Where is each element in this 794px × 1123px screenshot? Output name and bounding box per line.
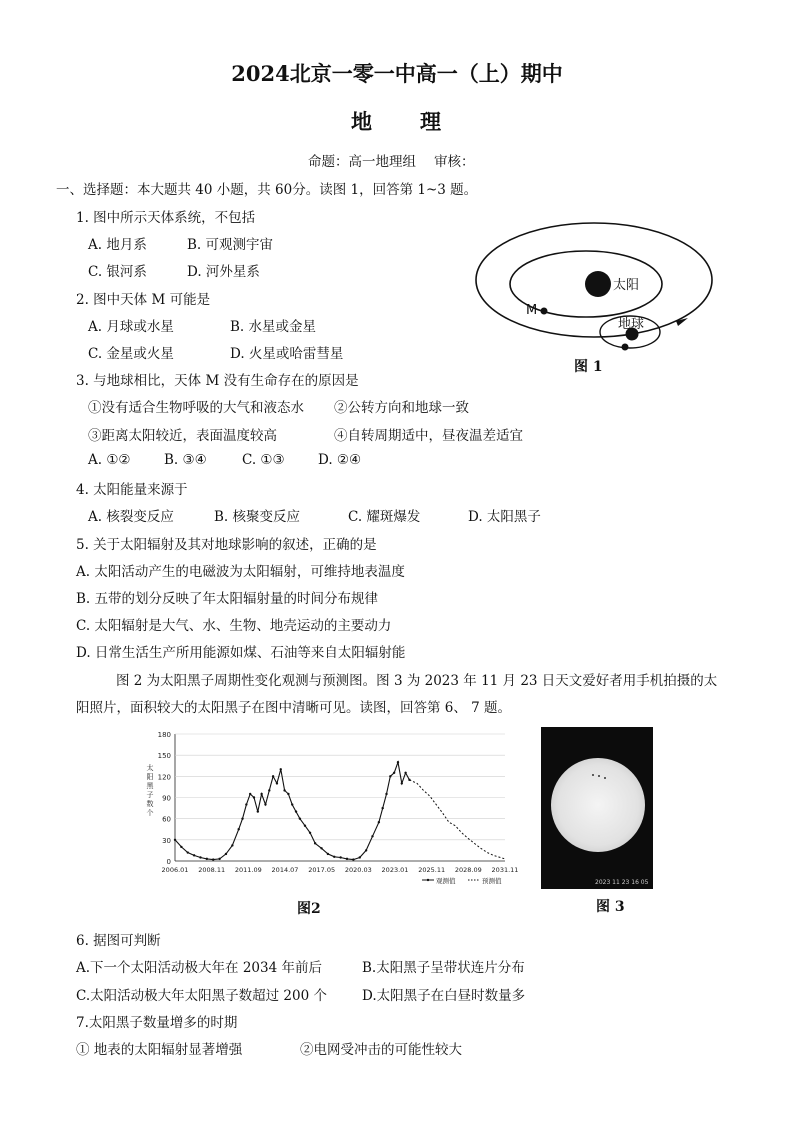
data-point	[193, 854, 195, 856]
y-tick-label: 120	[157, 773, 171, 782]
q6-option-d: D.太阳黑子在白昼时数量多	[362, 988, 526, 1004]
series-group	[174, 761, 505, 861]
y-label-char: 个	[146, 809, 154, 817]
q3-option-d: D. ②④	[318, 452, 362, 468]
series-line-predicted	[409, 780, 505, 859]
q3-statement-1: ①没有适合生物呼吸的大气和液态水	[88, 400, 304, 416]
data-point	[304, 825, 306, 827]
data-point	[199, 856, 201, 858]
q4-option-b: B. 核聚变反应	[214, 509, 301, 525]
data-point	[397, 761, 399, 763]
data-point	[180, 846, 182, 848]
sun-label: 太阳	[613, 278, 640, 293]
figure-1-solar-diagram	[470, 210, 720, 380]
q5-stem: 5. 关于太阳辐射及其对地球影响的叙述，正确的是	[76, 537, 377, 553]
x-axis	[162, 861, 519, 874]
data-point	[268, 789, 270, 791]
q5-option-c: C. 太阳辐射是大气、水、生物、地壳运动的主要动力	[76, 618, 392, 634]
data-point	[249, 793, 251, 795]
q4-option-c: C. 耀斑爆发	[348, 509, 421, 525]
data-point	[346, 858, 348, 860]
data-point	[245, 803, 247, 805]
orbit-arrow-icon	[676, 318, 688, 326]
q3-option-c: C. ①③	[242, 452, 285, 468]
data-point	[283, 789, 285, 791]
figure-1-caption: 图 1	[574, 359, 603, 375]
data-point	[280, 768, 282, 770]
legend-observed-marker	[427, 879, 429, 881]
data-point	[404, 772, 406, 774]
x-tick-label: 2020.03	[344, 866, 372, 874]
sunspot-icon	[604, 777, 606, 779]
data-point	[276, 782, 278, 784]
y-axis-label	[147, 763, 155, 817]
y-tick-label: 180	[157, 731, 171, 739]
data-point	[327, 853, 329, 855]
sunspot-icon	[592, 774, 594, 776]
reviewer-label: 审核：	[434, 154, 475, 170]
author-label: 命题：高一地理组	[308, 154, 416, 170]
exam-meta	[308, 150, 475, 170]
data-point	[238, 828, 240, 830]
q6-option-a: A.下一个太阳活动极大年在 2034 年前后	[76, 960, 322, 976]
figure-3-caption: 图 3	[596, 899, 625, 915]
x-tick-label: 2017.05	[308, 866, 336, 874]
data-point	[264, 803, 266, 805]
subject-char-1: 地	[351, 109, 374, 134]
legend-observed-label: 观测值	[436, 877, 456, 885]
q2-stem: 2. 图中天体 M 可能是	[76, 292, 211, 308]
data-point	[371, 835, 373, 837]
y-tick-label: 90	[162, 794, 171, 803]
data-point	[401, 782, 403, 784]
data-point	[218, 858, 220, 860]
q1-stem: 1. 图中所示天体系统，不包括	[76, 210, 256, 226]
y-label-char: 阳	[146, 773, 154, 781]
legend-predicted-label: 预测值	[482, 877, 502, 885]
data-point	[212, 858, 214, 860]
y-tick-label: 150	[157, 752, 171, 761]
m-label: M	[526, 303, 538, 318]
y-tick-label: 30	[162, 836, 171, 845]
m-body-icon	[541, 308, 548, 315]
data-point	[339, 856, 341, 858]
sun-disk	[551, 758, 645, 852]
passage-line-2: 阳照片，面积较大的太阳黑子在图中清晰可见。读图，回答第 6、 7 题。	[76, 700, 512, 716]
data-point	[365, 849, 367, 851]
q3-option-a: A. ①②	[88, 452, 131, 468]
data-point	[393, 772, 395, 774]
sunspot-icon	[598, 775, 600, 777]
moon-icon	[622, 344, 629, 351]
data-point	[287, 793, 289, 795]
q2-option-a: A. 月球或水星	[88, 319, 174, 335]
data-point	[260, 793, 262, 795]
q1-option-b: B. 可观测宇宙	[187, 237, 274, 253]
y-label-char: 数	[146, 800, 154, 808]
y-label-char: 子	[146, 791, 154, 799]
y-tick-label: 0	[166, 858, 171, 866]
data-point	[257, 810, 259, 812]
q5-option-b: B. 五带的划分反映了年太阳辐射量的时间分布规律	[76, 591, 379, 607]
y-label-char: 太	[146, 764, 154, 772]
q2-option-b: B. 水星或金星	[230, 319, 317, 335]
data-point	[225, 853, 227, 855]
q1-option-a: A. 地月系	[88, 237, 147, 253]
chart-legend	[422, 876, 502, 885]
x-tick-label: 2014.07	[271, 866, 299, 874]
x-tick-label: 2006.01	[161, 866, 189, 874]
data-point	[231, 844, 233, 846]
y-axis	[158, 731, 505, 866]
subject-char-2: 理	[420, 109, 443, 134]
photo-timestamp: 2023 11 23 16 05	[595, 879, 649, 886]
data-point	[272, 775, 274, 777]
data-point	[389, 775, 391, 777]
data-point	[352, 858, 354, 860]
subject-title	[0, 106, 794, 136]
x-tick-label: 2023.01	[381, 866, 409, 874]
data-point	[309, 832, 311, 834]
data-point	[385, 793, 387, 795]
q4-stem: 4. 太阳能量来源于	[76, 482, 188, 498]
data-point	[320, 847, 322, 849]
q7-statement-1: ① 地表的太阳辐射显著增强	[76, 1042, 243, 1058]
data-point	[174, 839, 176, 841]
q3-option-b: B. ③④	[164, 452, 207, 468]
earth-label: 地球	[618, 317, 645, 332]
figure-2-caption: 图2	[297, 901, 321, 917]
q3-statement-4: ④自转周期适中，昼夜温差适宜	[334, 428, 523, 444]
q6-option-b: B.太阳黑子呈带状连片分布	[362, 960, 525, 976]
q6-stem: 6. 据图可判断	[76, 933, 161, 949]
x-tick-label: 2031.11	[491, 866, 519, 874]
data-point	[299, 817, 301, 819]
q7-stem: 7.太阳黑子数量增多的时期	[76, 1015, 238, 1031]
q3-statement-3: ③距离太阳较近，表面温度较高	[88, 428, 277, 444]
q2-option-d: D. 火星或哈雷彗星	[230, 346, 344, 362]
sun-icon	[585, 271, 611, 297]
q4-option-d: D. 太阳黑子	[468, 509, 541, 525]
q2-option-c: C. 金星或火星	[88, 346, 174, 362]
data-point	[295, 810, 297, 812]
data-point	[314, 842, 316, 844]
data-point	[333, 856, 335, 858]
q5-option-a: A. 太阳活动产生的电磁波为太阳辐射，可维持地表温度	[76, 564, 405, 580]
q7-statement-2: ②电网受冲击的可能性较大	[300, 1042, 462, 1058]
passage-line-1: 图 2 为太阳黑子周期性变化观测与预测图。图 3 为 2023 年 11 月 23 日天文爱好者用手机拍摄的太	[116, 673, 718, 689]
series-line-observed	[175, 762, 409, 859]
figure-3-sun-photo	[541, 727, 653, 889]
q4-option-a: A. 核裂变反应	[88, 509, 174, 525]
data-point	[381, 807, 383, 809]
figure-2-sunspot-chart	[140, 724, 520, 894]
y-label-char: 黑	[146, 782, 154, 790]
x-tick-label: 2025.11	[418, 866, 446, 874]
exam-title: 2024北京一零一中高一（上）期中	[231, 61, 563, 86]
section-intro: 一、选择题：本大题共 40 小题，共 60分。读图 1，回答第 1~3 题。	[56, 182, 478, 198]
x-tick-label: 2028.09	[454, 866, 482, 874]
q5-option-d: D. 日常生活生产所用能源如煤、石油等来自太阳辐射能	[76, 645, 406, 661]
q3-stem: 3. 与地球相比，天体 M 没有生命存在的原因是	[76, 373, 359, 389]
data-point	[253, 796, 255, 798]
q6-option-c: C.太阳活动极大年太阳黑子数超过 200 个	[76, 988, 327, 1004]
data-point	[187, 851, 189, 853]
data-point	[378, 821, 380, 823]
data-point	[241, 817, 243, 819]
data-point	[291, 803, 293, 805]
data-point	[359, 856, 361, 858]
q1-option-c: C. 银河系	[88, 264, 147, 280]
data-point	[206, 858, 208, 860]
q3-statement-2: ②公转方向和地球一致	[334, 400, 469, 416]
x-tick-label: 2008.11	[198, 866, 226, 874]
x-tick-label: 2011.09	[234, 866, 262, 874]
y-tick-label: 60	[162, 815, 171, 824]
q1-option-d: D. 河外星系	[187, 264, 260, 280]
